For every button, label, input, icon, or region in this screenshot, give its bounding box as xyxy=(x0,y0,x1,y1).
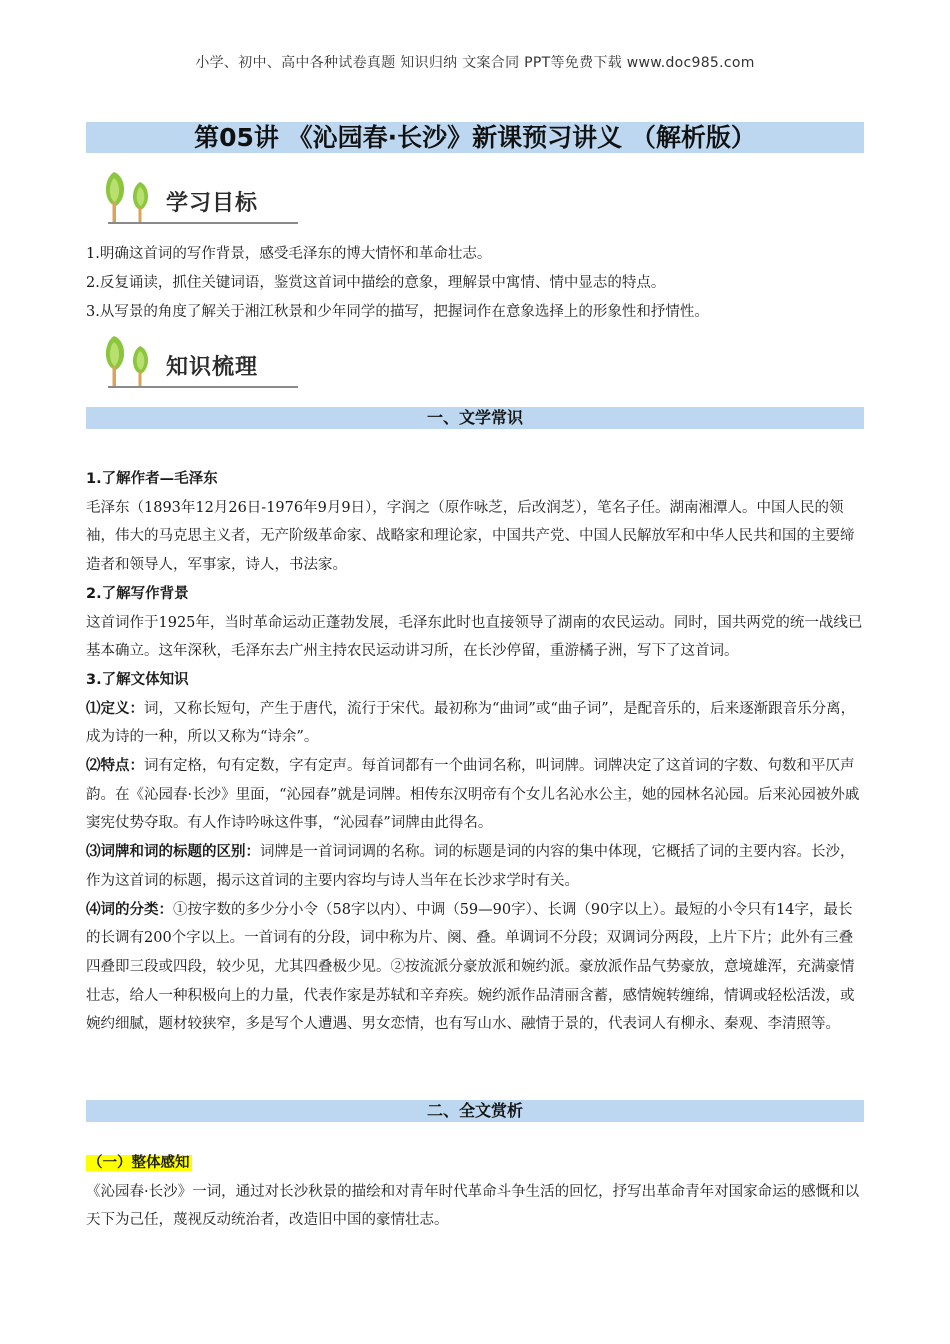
paragraph-background: 这首词作于1925年，当时革命运动正蓬勃发展，毛泽东此时也直接领导了湖南的农民运动。同时，国共两党的统一战线已基本确立。这年深秋，毛泽东去广州主持农民运动讲习所，在长沙停留，重游橘子洲，写下了这首词。 xyxy=(86,614,863,660)
paragraph-author: 毛泽东（1893年12月26日-1976年9月9日），字润之（原作咏芝，后改润芝），笔名子任。湖南湘潭人。中国人民的领袖，伟大的马克思主义者，无产阶级革命家、战略家和理论家，中国共产党、中国人民解放军和中华人民共和国的主要缔造者和领导人，军事家，诗人，书法家。 xyxy=(86,499,855,574)
document-title: 第05讲 《沁园春·长沙》新课预习讲义 （解析版） xyxy=(86,122,864,153)
paragraph-definition xyxy=(86,695,866,752)
definition-text: 词，又称长短句，产生于唐代，流行于宋代。最初称为“曲词”或“曲子词”，是配音乐的，后来逐渐跟音乐分离，成为诗的一种，所以又称为“诗余”。 xyxy=(86,700,856,746)
difference-text: 词牌是一首词词调的名称。词的标题是词的内容的集中体现，它概括了词的主要内容。长沙，作为这首词的标题，揭示这首词的主要内容均与诗人当年在长沙求学时有关。 xyxy=(86,844,855,889)
goal-item: 2.反复诵读，抓住关键词语，鉴赏这首词中描绘的意象，理解景中寓情、情中显志的特点。 xyxy=(86,275,666,291)
section-banner-knowledge xyxy=(96,332,298,392)
paragraph-features xyxy=(86,752,866,838)
classification-label: ⑷词的分类： xyxy=(86,901,173,918)
features-text: 词有定格，句有定数，字有定声。每首词都有一个曲词名称，叫词牌。词牌决定了这首词的字数、句数和平仄声韵。在《沁园春·长沙》里面，“沁园春”就是词牌。相传东汉明帝有个女儿名沁水公主，她的园林名沁园。后来沁园被外戚窦宪仗势夺取。有人作诗吟咏这件事，“沁园春”词牌由此得名。 xyxy=(86,758,860,832)
section-banner-goals xyxy=(96,168,298,228)
heading-author: 1.了解作者—毛泽东 xyxy=(86,471,218,487)
banner-underline xyxy=(108,386,298,388)
heading-background: 2.了解写作背景 xyxy=(86,585,189,602)
difference-label: ⑶词牌和词的标题的区别： xyxy=(86,844,260,861)
goal-item: 3.从写景的角度了解关于湘江秋景和少年同学的描写，把握词作在意象选择上的形象性和抒情性。 xyxy=(86,304,709,320)
banner-underline xyxy=(108,222,298,224)
paragraph-title-difference xyxy=(86,838,866,895)
tree-icon xyxy=(96,332,166,392)
features-label: ⑵特点： xyxy=(86,758,144,775)
highlighted-subheading: （一）整体感知 xyxy=(88,1155,190,1171)
section-label-goals: 学习目标 xyxy=(166,191,259,216)
definition-label: ⑴定义： xyxy=(86,700,144,717)
band-literary-knowledge: 一、文学常识 xyxy=(86,407,864,429)
section-label-knowledge: 知识梳理 xyxy=(166,355,259,380)
learning-goals-list xyxy=(86,240,866,327)
site-header-note: 小学、初中、高中各种试卷真题 知识归纳 文案合同 PPT等免费下载 www.doc985.com xyxy=(195,55,755,71)
tree-icon xyxy=(96,168,166,228)
appreciation-body xyxy=(86,1149,866,1235)
paragraph-overall-perception: 《沁园春·长沙》一词，通过对长沙秋景的描绘和对青年时代革命斗争生活的回忆，抒写出革命青年对国家命运的感慨和以天下为己任，蔑视反动统治者，改造旧中国的豪情壮志。 xyxy=(86,1183,860,1229)
goal-item: 1.明确这首词的写作背景，感受毛泽东的博大情怀和革命壮志。 xyxy=(86,246,492,262)
heading-genre: 3.了解文体知识 xyxy=(86,671,189,688)
paragraph-classification xyxy=(86,896,866,1040)
classification-text: ①按字数的多少分小令（58字以内）、中调（59—90字）、长调（90字以上）。最短的小令只有14字，最长的长调有200个字以上。一首词有的分段，词中称为片、阕、叠。单调词不分段；双调词分两段，上片下片；此外有三叠四叠即三段或四段，较少见，尤其四叠极少见。②按流派分豪放派和婉约派。豪放派作品气势豪放，意境雄浑，充满豪情壮志，给人一种积极向上的力量，代表作家是苏轼和辛弃疾。婉约派作品清丽含蓄，感情婉转缠绵，情调或轻松活泼，或婉约细腻，题材较狭窄，多是写个人遭遇、男女恋情，也有写山水、融情于景的，代表词人有柳永、秦观、李清照等。 xyxy=(86,901,855,1033)
band-full-text-appreciation: 二、全文赏析 xyxy=(86,1100,864,1122)
literary-knowledge-body xyxy=(86,465,866,1039)
